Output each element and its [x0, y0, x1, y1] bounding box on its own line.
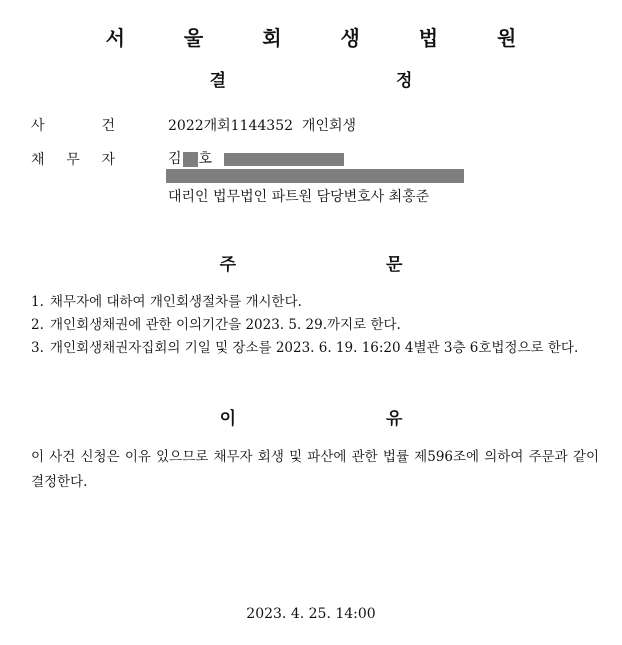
list-item — [31, 337, 601, 360]
debtor-agent: 대리인 법무법인 파트원 담당변호사 최홍준 — [168, 189, 430, 205]
debtor-name — [168, 148, 344, 168]
order-list — [31, 291, 601, 360]
debtor-label — [31, 149, 115, 169]
order-number: 2. — [31, 317, 44, 333]
id-redaction — [224, 153, 344, 166]
debtor-label-char: 채 — [31, 152, 45, 168]
reason-text: 이 사건 신청은 이유 있으므로 채무자 회생 및 파산에 관한 법률 제596조에 의하여 주문과 같이 결정한다. — [31, 449, 599, 490]
case-label-char: 사 — [31, 118, 45, 134]
order-text: 채무자에 대하여 개인회생절차를 개시한다. — [50, 294, 302, 310]
debtor-name-last: 호 — [198, 151, 213, 167]
order-text: 개인회생채권자집회의 기일 및 장소를 2023. 6. 19. 16:20 4별관 3층 6호법정으로 한다. — [50, 340, 579, 356]
court-name: 서 울 회 생 법 원 — [105, 26, 543, 50]
list-item — [31, 314, 601, 337]
order-text: 개인회생채권에 관한 이의기간을 2023. 5. 29.까지로 한다. — [50, 317, 401, 333]
order-number: 1. — [31, 294, 44, 310]
order-title: 주 문 — [219, 255, 475, 275]
order-number: 3. — [31, 340, 44, 356]
reason-title: 이 유 — [219, 409, 475, 429]
case-number: 2022개회1144352 개인회생 — [168, 118, 357, 134]
document-title: 결 정 — [209, 71, 495, 91]
debtor-label-char: 자 — [101, 152, 115, 168]
debtor-label-char: 무 — [66, 152, 80, 168]
address-redaction — [166, 169, 464, 183]
name-redaction — [183, 152, 198, 167]
debtor-name-first: 김 — [168, 151, 182, 167]
list-item — [31, 291, 601, 314]
decision-date: 2023. 4. 25. 14:00 — [246, 606, 376, 622]
case-label — [31, 115, 115, 135]
case-label-char: 건 — [101, 118, 115, 134]
